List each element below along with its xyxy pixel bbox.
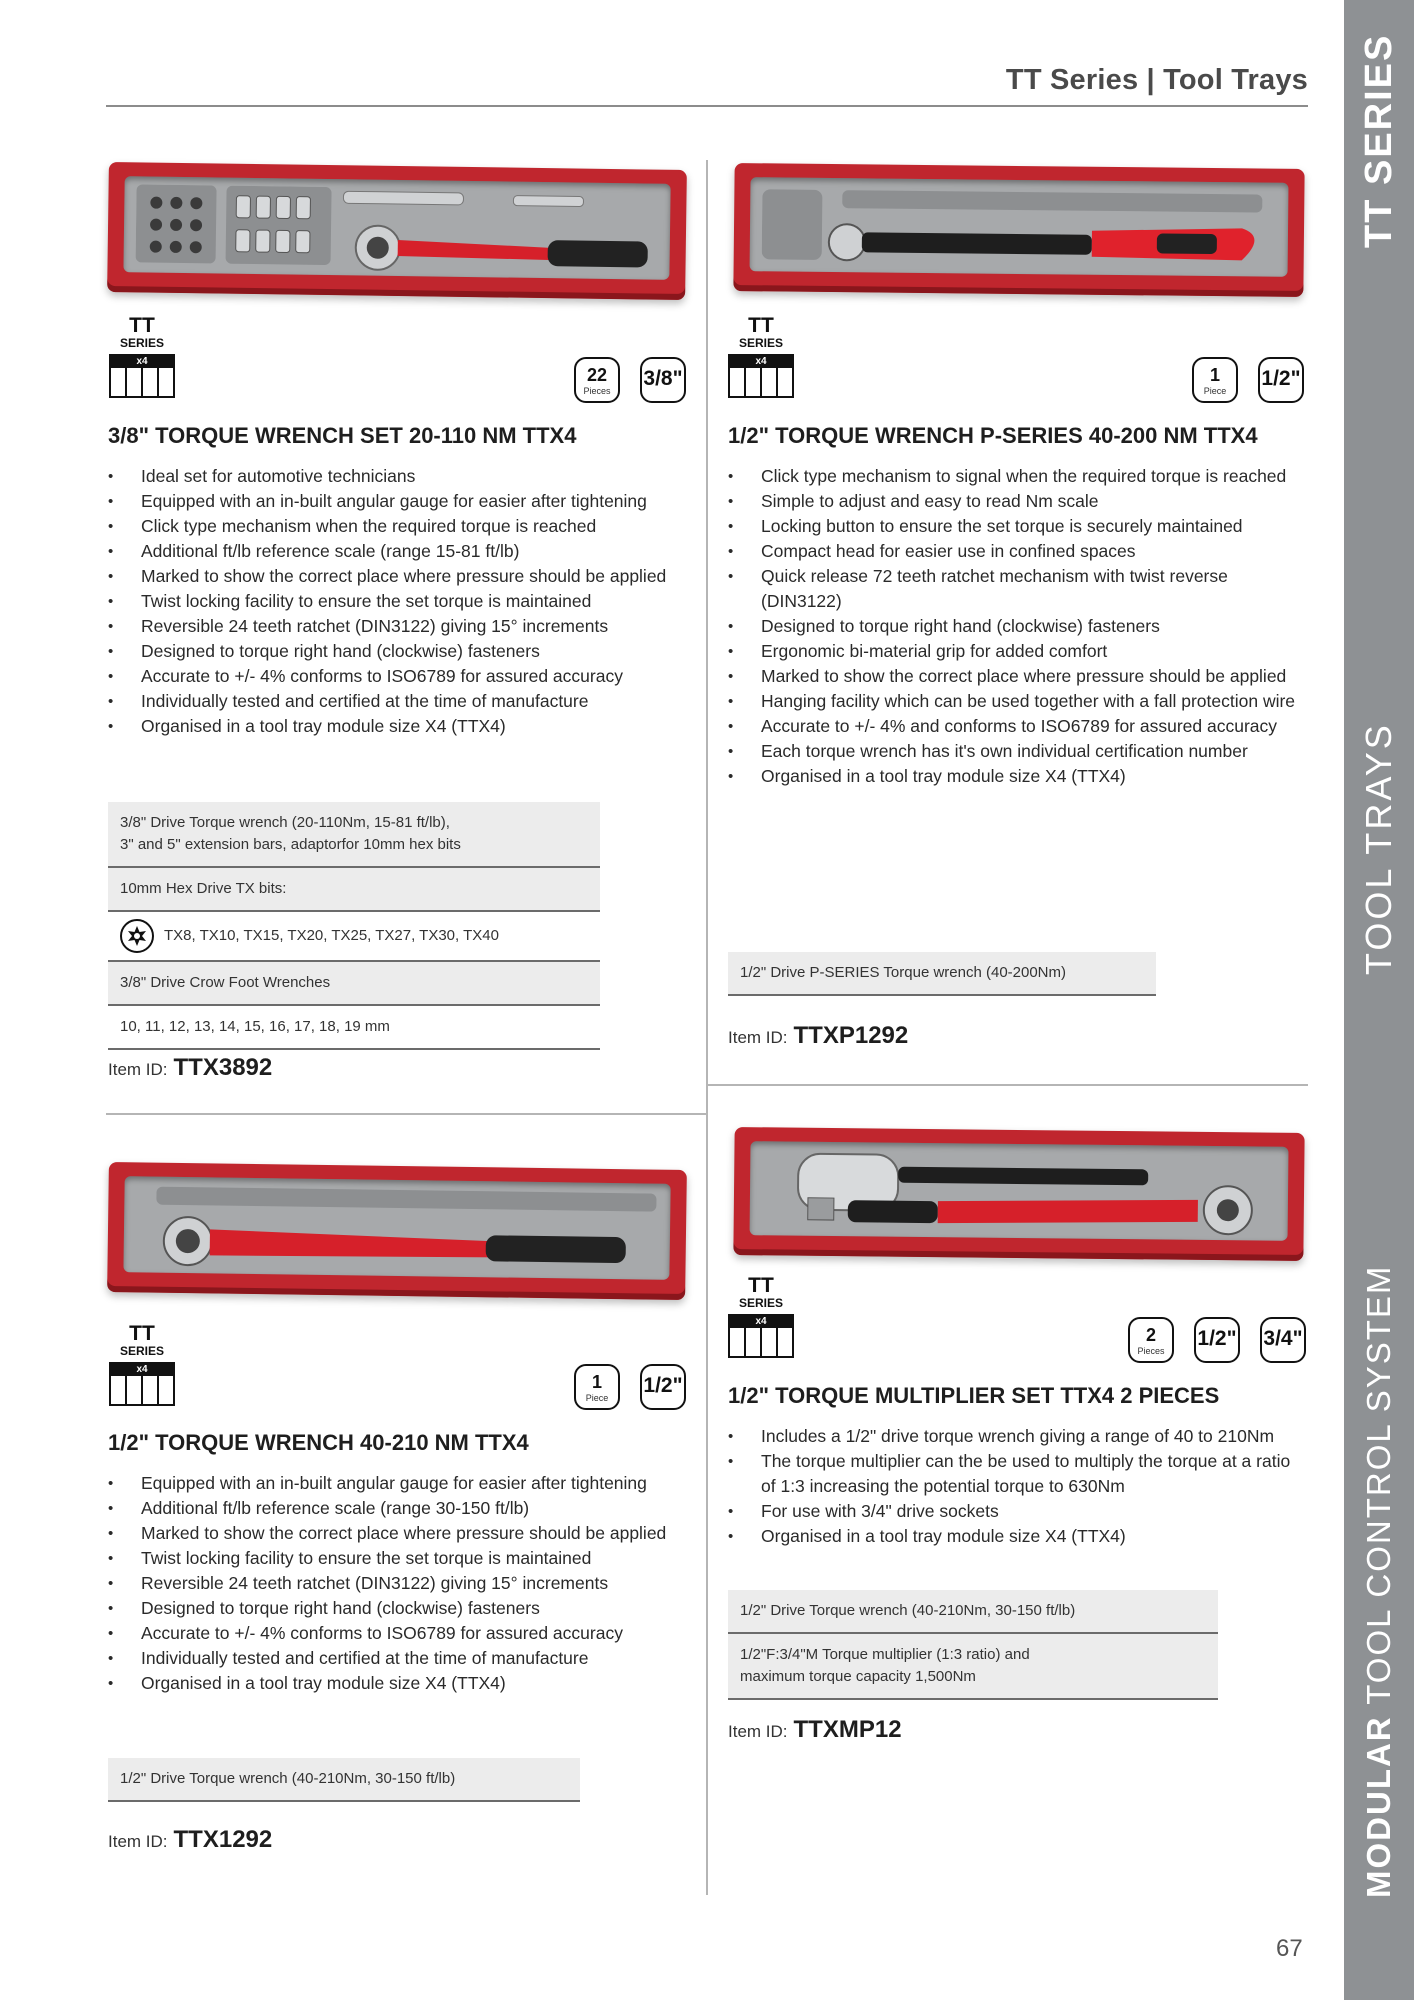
sidebar-tool-trays: TOOL TRAYS	[1358, 722, 1399, 975]
item-id	[108, 1054, 272, 1082]
pieces-badge	[1192, 357, 1238, 403]
drive-size-badge	[640, 357, 686, 403]
list-item: • Marked to show the correct place where pressure should be applied	[728, 664, 1308, 689]
column-divider	[706, 160, 708, 1895]
item-id-value: TTXMP12	[793, 1716, 902, 1743]
list-item: • Twist locking facility to ensure the set torque is maintained	[108, 1546, 693, 1571]
drive-size-badge	[640, 1364, 686, 1410]
list-item: • The torque multiplier can the be used to multiply the torque at a ratio of 1:3 increasing the potential torque to 630Nm	[728, 1449, 1308, 1499]
output-drive-value: 3/4"	[1263, 1327, 1303, 1350]
list-item: • Designed to torque right hand (clockwise) fasteners	[108, 1596, 693, 1621]
drive-size-value: 1/2"	[643, 1374, 683, 1397]
spec-row: 3/8" Drive Torque wrench (20-110Nm, 15-81 ft/lb), 3" and 5" extension bars, adaptorfor 10mm hex bits	[108, 802, 600, 868]
bit-set-graphic	[136, 184, 337, 267]
spec-row: 1/2"F:3/4"M Torque multiplier (1:3 ratio) and maximum torque capacity 1,500Nm	[728, 1634, 1218, 1700]
pieces-label: Piece	[1203, 386, 1227, 396]
list-item: • Accurate to +/- 4% conforms to ISO6789 for assured accuracy	[108, 1621, 693, 1646]
tt-logo-text: TT	[748, 314, 774, 337]
row-divider-right	[708, 1084, 1308, 1086]
list-item: • Additional ft/lb reference scale (range 15-81 ft/lb)	[108, 539, 693, 564]
item-id-value: TTX3892	[173, 1054, 273, 1081]
drive-size-value: 3/8"	[643, 367, 683, 390]
page-number: 67	[1276, 1935, 1303, 1962]
spec-row: 3/8" Drive Crow Foot Wrenches	[108, 962, 600, 1006]
torque-wrench-graphic	[762, 183, 1283, 278]
tt-logo-size: x4	[730, 1316, 792, 1328]
feature-list	[108, 464, 693, 739]
list-item: • Equipped with an in-built angular gauge for easier after tightening	[108, 1471, 693, 1496]
spec-table	[728, 1590, 1218, 1700]
torque-wrench-graphic	[135, 1182, 676, 1280]
tt-series-logo	[726, 314, 796, 367]
spec-row: 1/2" Drive Torque wrench (40-210Nm, 30-150 ft/lb)	[728, 1590, 1218, 1634]
feature-list	[108, 1471, 693, 1696]
list-item: • Organised in a tool tray module size X4 (TTX4)	[108, 714, 693, 739]
header-divider	[106, 105, 1308, 107]
pieces-count: 1	[1209, 365, 1220, 385]
page-title: TT Series | Tool Trays	[1005, 64, 1308, 96]
tx-bit-sizes: TX8, TX10, TX15, TX20, TX25, TX27, TX30, TX40	[164, 927, 499, 944]
pieces-count: 2	[1145, 1325, 1156, 1345]
item-id-value: TTXP1292	[793, 1022, 909, 1049]
tt-logo-size: x4	[730, 356, 792, 368]
spec-row: 10, 11, 12, 13, 14, 15, 16, 17, 18, 19 mm	[108, 1006, 600, 1050]
spec-table	[108, 1758, 580, 1802]
product-image-ttxmp12	[733, 1127, 1304, 1261]
drive-size-value: 1/2"	[1197, 1327, 1237, 1350]
tt-logo-series: SERIES	[119, 1344, 164, 1358]
list-item: • Hanging facility which can be used together with a fall protection wire	[728, 689, 1308, 714]
product-title: 1/2" TORQUE MULTIPLIER SET TTX4 2 PIECES	[728, 1383, 1220, 1408]
spec-row: 1/2" Drive Torque wrench (40-210Nm, 30-150 ft/lb)	[108, 1758, 580, 1802]
list-item: • Compact head for easier use in confined spaces	[728, 539, 1308, 564]
list-item: • Click type mechanism when the required torque is reached	[108, 514, 693, 539]
item-id	[108, 1826, 272, 1854]
pieces-count: 1	[591, 1372, 602, 1392]
list-item: • Individually tested and certified at the time of manufacture	[108, 1646, 693, 1671]
tt-logo-series: SERIES	[738, 1296, 783, 1310]
list-item: • Reversible 24 teeth ratchet (DIN3122) giving 15° increments	[108, 1571, 693, 1596]
list-item: • Designed to torque right hand (clockwise) fasteners	[108, 639, 693, 664]
tt-logo-text: TT	[129, 314, 155, 337]
product-image-ttx1292	[107, 1162, 687, 1300]
list-item: • Designed to torque right hand (clockwise) fasteners	[728, 614, 1308, 639]
pieces-label: Pieces	[1137, 1346, 1165, 1356]
tt-logo-size: x4	[111, 1364, 173, 1376]
list-item: • Twist locking facility to ensure the set torque is maintained	[108, 589, 693, 614]
tt-series-logo	[107, 1322, 177, 1375]
list-item: • Each torque wrench has it's own individual certification number	[728, 739, 1308, 764]
tt-logo-series: SERIES	[119, 336, 164, 350]
item-id	[728, 1716, 902, 1744]
pieces-badge	[1128, 1317, 1174, 1363]
sidebar-modular-system	[1360, 1265, 1398, 1898]
torque-multiplier-graphic	[758, 1141, 1289, 1242]
list-item: • Organised in a tool tray module size X4 (TTX4)	[108, 1671, 693, 1696]
list-item: • Simple to adjust and easy to read Nm scale	[728, 489, 1308, 514]
pieces-badge	[574, 1364, 620, 1410]
pieces-count: 22	[586, 365, 608, 385]
tt-logo-text: TT	[129, 1322, 155, 1345]
list-item: • Click type mechanism to signal when the required torque is reached	[728, 464, 1308, 489]
tt-series-logo	[107, 314, 177, 367]
torque-wrench-graphic	[337, 187, 668, 282]
product-title: 1/2" TORQUE WRENCH 40-210 NM TTX4	[108, 1430, 529, 1455]
list-item: • Quick release 72 teeth ratchet mechanism with twist reverse (DIN3122)	[728, 564, 1308, 614]
product-title: 3/8" TORQUE WRENCH SET 20-110 NM TTX4	[108, 423, 577, 448]
list-item: • Equipped with an in-built angular gauge for easier after tightening	[108, 489, 693, 514]
spec-row	[108, 912, 600, 962]
list-item: • Ergonomic bi-material grip for added comfort	[728, 639, 1308, 664]
list-item: • For use with 3/4" drive sockets	[728, 1499, 1308, 1524]
tt-logo-series: SERIES	[738, 336, 783, 350]
list-item: • Accurate to +/- 4% conforms to ISO6789 for assured accuracy	[108, 664, 693, 689]
drive-size-badge	[1194, 1317, 1240, 1363]
product-title: 1/2" TORQUE WRENCH P-SERIES 40-200 NM TTX4	[728, 423, 1258, 448]
sidebar-tt-series: TT SERIES	[1358, 33, 1400, 248]
tt-series-logo	[726, 1274, 796, 1327]
item-id-label: Item ID:	[108, 1832, 168, 1851]
list-item: • Reversible 24 teeth ratchet (DIN3122) giving 15° increments	[108, 614, 693, 639]
list-item: • Includes a 1/2" drive torque wrench giving a range of 40 to 210Nm	[728, 1424, 1308, 1449]
drive-size-badge	[1258, 357, 1304, 403]
spec-table	[728, 952, 1156, 996]
item-id-value: TTX1292	[173, 1826, 273, 1853]
spec-row: 10mm Hex Drive TX bits:	[108, 868, 600, 912]
list-item: • Marked to show the correct place where pressure should be applied	[108, 1521, 693, 1546]
item-id-label: Item ID:	[728, 1722, 788, 1741]
item-id-label: Item ID:	[108, 1060, 168, 1079]
product-image-ttx3892	[107, 162, 687, 300]
list-item: • Accurate to +/- 4% and conforms to ISO6789 for assured accuracy	[728, 714, 1308, 739]
item-id	[728, 1022, 908, 1050]
tt-logo-text: TT	[748, 1274, 774, 1297]
list-item: • Individually tested and certified at the time of manufacture	[108, 689, 693, 714]
output-drive-badge	[1260, 1317, 1306, 1363]
list-item: • Locking button to ensure the set torque is securely maintained	[728, 514, 1308, 539]
feature-list	[728, 464, 1308, 789]
pieces-badge	[574, 357, 620, 403]
item-id-label: Item ID:	[728, 1028, 788, 1047]
list-item: • Ideal set for automotive technicians	[108, 464, 693, 489]
pieces-label: Piece	[585, 1393, 609, 1403]
pieces-label: Pieces	[583, 386, 611, 396]
list-item: • Organised in a tool tray module size X4 (TTX4)	[728, 764, 1308, 789]
spec-table	[108, 802, 600, 1050]
list-item: • Additional ft/lb reference scale (range 30-150 ft/lb)	[108, 1496, 693, 1521]
tt-logo-size: x4	[111, 356, 173, 368]
sidebar-modular-bold: MODULAR	[1360, 1715, 1397, 1898]
drive-size-value: 1/2"	[1261, 367, 1301, 390]
spec-row: 1/2" Drive P-SERIES Torque wrench (40-200Nm)	[728, 952, 1156, 996]
feature-list	[728, 1424, 1308, 1549]
torx-icon	[120, 919, 154, 953]
sidebar-modular-rest: TOOL CONTROL SYSTEM	[1360, 1264, 1397, 1716]
list-item: • Marked to show the correct place where pressure should be applied	[108, 564, 693, 589]
list-item: • Organised in a tool tray module size X4 (TTX4)	[728, 1524, 1308, 1549]
product-image-ttxp1292	[733, 163, 1304, 297]
row-divider-left	[106, 1113, 706, 1115]
